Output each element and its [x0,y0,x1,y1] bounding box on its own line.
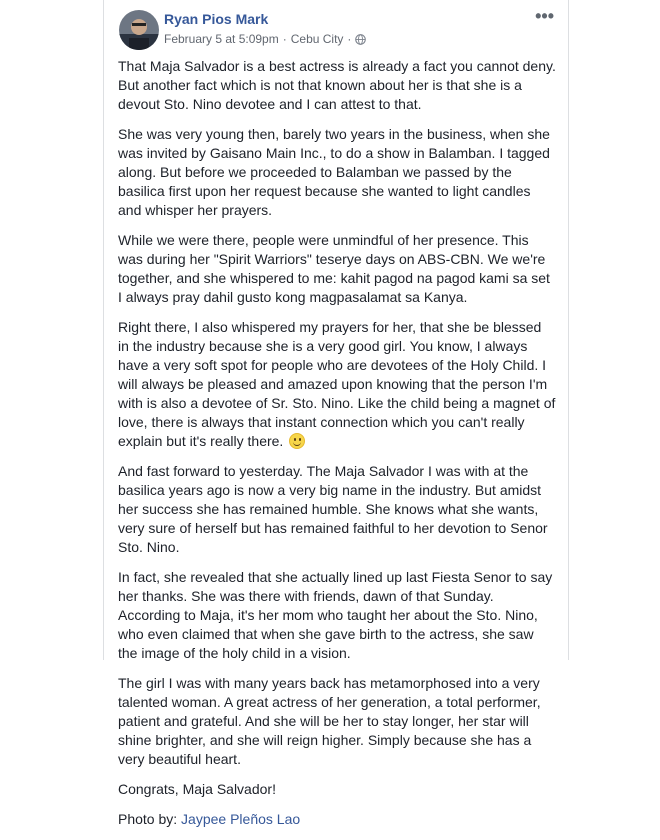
photo-credit [118,810,556,829]
post-paragraph-with-emoji [118,318,556,451]
more-options-button[interactable]: ••• [535,6,554,26]
post-paragraph: While we were there, people were unmindful of her presence. This was during her "Spirit Warriors" teserye days on ABS-CBN. We we're together, and she whispered to me: kahit pagod na pagod kami sa set I always pray dahil gusto kong magpasalamat sa Kanya. [118,232,550,305]
author-name[interactable]: Ryan Pios Mark [164,11,269,27]
post-paragraph: Congrats, Maja Salvador! [118,781,276,797]
avatar[interactable] [119,10,159,50]
smile-emoji-icon [289,433,305,449]
post-body [118,57,556,840]
post-meta [164,32,366,46]
post-timestamp[interactable]: February 5 at 5:09pm [164,32,279,46]
facebook-post-card [103,0,569,827]
post-paragraph-text: Right there, I also whispered my prayers for her, that she be blessed in the industry because she is a very good girl. You know, I always have a very soft spot for people who are devotees of the Holy Child. I will always be pleased and amazed upon knowing that the person I'm with is also a devotee of Sr. Sto. Nino. Like the child being a magnet of love, there is always that instant connection which you can't really explain but it's really there. [118,319,556,449]
photo-credit-label: Photo by: [118,811,178,827]
meta-separator-2: · [347,32,352,46]
meta-separator: · [282,32,287,46]
post-paragraph: In fact, she revealed that she actually lined up last Fiesta Senor to say her thanks. She was there with friends, dawn of that Sunday. According to Maja, it's her mom who taught her about the Sto. Nino, who even claimed that when she gave birth to the actress, she saw the image of the holy child in a vision. [118,569,553,661]
photo-credit-link[interactable]: Jaypee Pleños Lao [181,811,301,827]
globe-icon[interactable] [355,34,366,45]
post-paragraph: And fast forward to yesterday. The Maja Salvador I was with at the basilica years ago is now a very big name in the industry. But amidst her success she has remained humble. She knows what she wants, very sure of herself but has remained faithful to her devotion to Senor Sto. Nino. [118,463,548,555]
post-header [104,0,568,56]
post-location[interactable]: Cebu City [290,32,344,46]
post-paragraph: The girl I was with many years back has metamorphosed into a very talented woman. A great actress of her generation, a total performer, patient and grateful. And she will be her to stay longer, her star will shine brighter, and she will reign higher. Simply because she has a very beautiful heart. [118,675,541,767]
post-paragraph: She was very young then, barely two years in the business, when she was invited by Gaisano Main Inc., to do a show in Balamban. I tagged along. But before we proceeded to Balamban we passed by the basilica first upon her request because she wanted to light candles and whisper her prayers. [118,126,550,218]
post-paragraph: That Maja Salvador is a best actress is already a fact you cannot deny. But another fact which is not that known about her is that she is a devout Sto. Nino devotee and I can attest to that. [118,58,556,112]
